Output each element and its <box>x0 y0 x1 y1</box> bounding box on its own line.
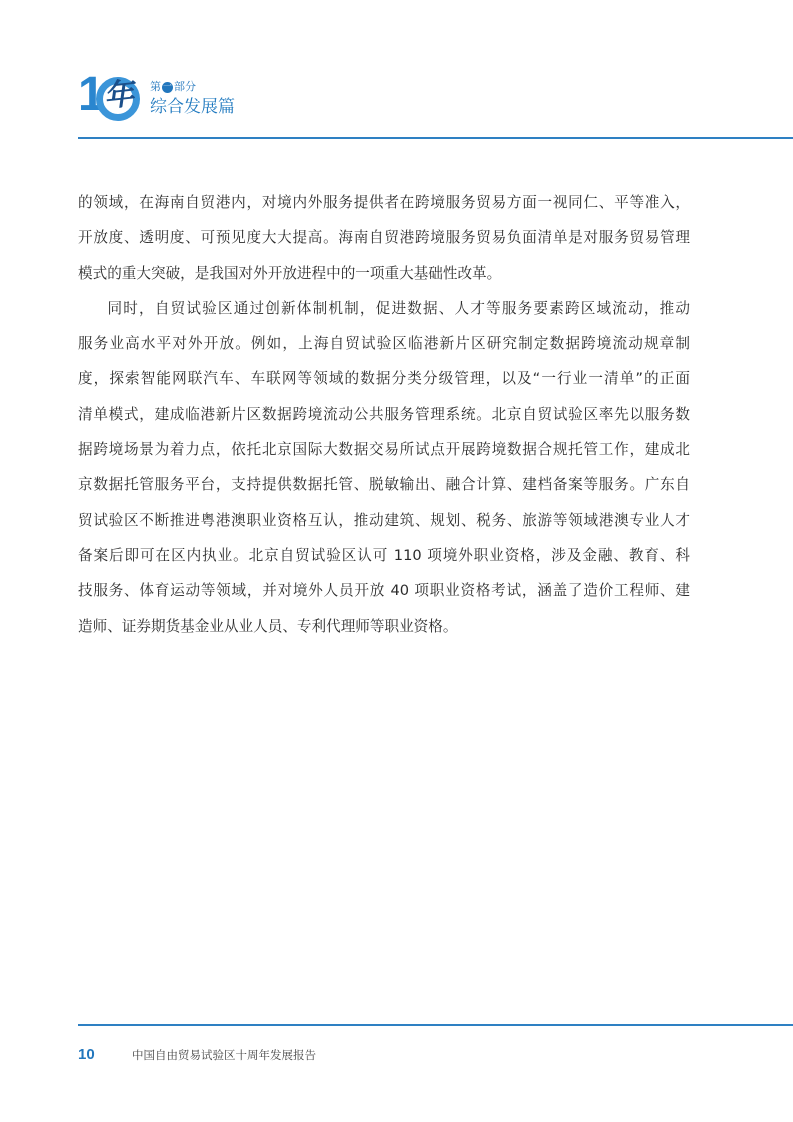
paragraph-2 <box>78 291 690 644</box>
paragraph-1 <box>78 185 690 291</box>
part-number-badge: 一 <box>162 81 172 92</box>
footer-divider <box>78 1024 793 1026</box>
section-title: 综合发展篇 <box>150 97 235 117</box>
part-suffix: 部分 <box>174 80 196 93</box>
text-line: 贸试验区不断推进粤港澳职业资格互认，推动建筑、规划、税务、旅游等领域港澳专业人才 <box>78 511 690 529</box>
text-line: 据跨境场景为着力点，依托北京国际大数据交易所试点开展跨境数据合规托管工作，建成北 <box>78 441 690 459</box>
text-line: 的领域，在海南自贸港内，对境内外服务提供者在跨境服务贸易方面一视同仁、平等准入， <box>78 194 690 211</box>
text-line: 清单模式，建成临港新片区数据跨境流动公共服务管理系统。北京自贸试验区率先以服务数 <box>78 405 690 423</box>
part-prefix: 第 <box>150 80 161 93</box>
part-label <box>150 80 196 94</box>
text-line: 备案后即可在区内执业。北京自贸试验区认可 110 项境外职业资格，涉及金融、教育、科 <box>78 546 690 564</box>
page-number: 10 <box>78 1046 95 1063</box>
ten-year-logo <box>78 68 144 122</box>
report-title: 中国自由贸易试验区十周年发展报告 <box>132 1048 316 1062</box>
text-line: 服务业高水平对外开放。例如，上海自贸试验区临港新片区研究制定数据跨境流动规章制 <box>78 335 690 353</box>
text-line: 度，探索智能网联汽车、车联网等领域的数据分类分级管理，以及“一行业一清单”的正面 <box>78 370 690 388</box>
logo-digit-one: 1 <box>78 68 105 121</box>
text-line: 模式的重大突破，是我国对外开放进程中的一项重大基础性改革。 <box>78 264 502 282</box>
text-line: 造师、证券期货基金业从业人员、专利代理师等职业资格。 <box>78 617 458 635</box>
text-line: 京数据托管服务平台，支持提供数据托管、脱敏输出、融合计算、建档备案等服务。广东自 <box>78 476 690 494</box>
logo-year-char: 年 <box>102 76 136 115</box>
text-line: 技服务、体育运动等领域，并对境外人员开放 40 项职业资格考试，涵盖了造价工程师、建 <box>78 582 690 600</box>
text-line: 同时，自贸试验区通过创新体制机制，促进数据、人才等服务要素跨区域流动，推动 <box>107 299 690 317</box>
header-divider <box>78 137 793 139</box>
text-line: 开放度、透明度、可预见度大大提高。海南自贸港跨境服务贸易负面清单是对服务贸易管理 <box>78 229 690 247</box>
body-text <box>78 185 690 644</box>
